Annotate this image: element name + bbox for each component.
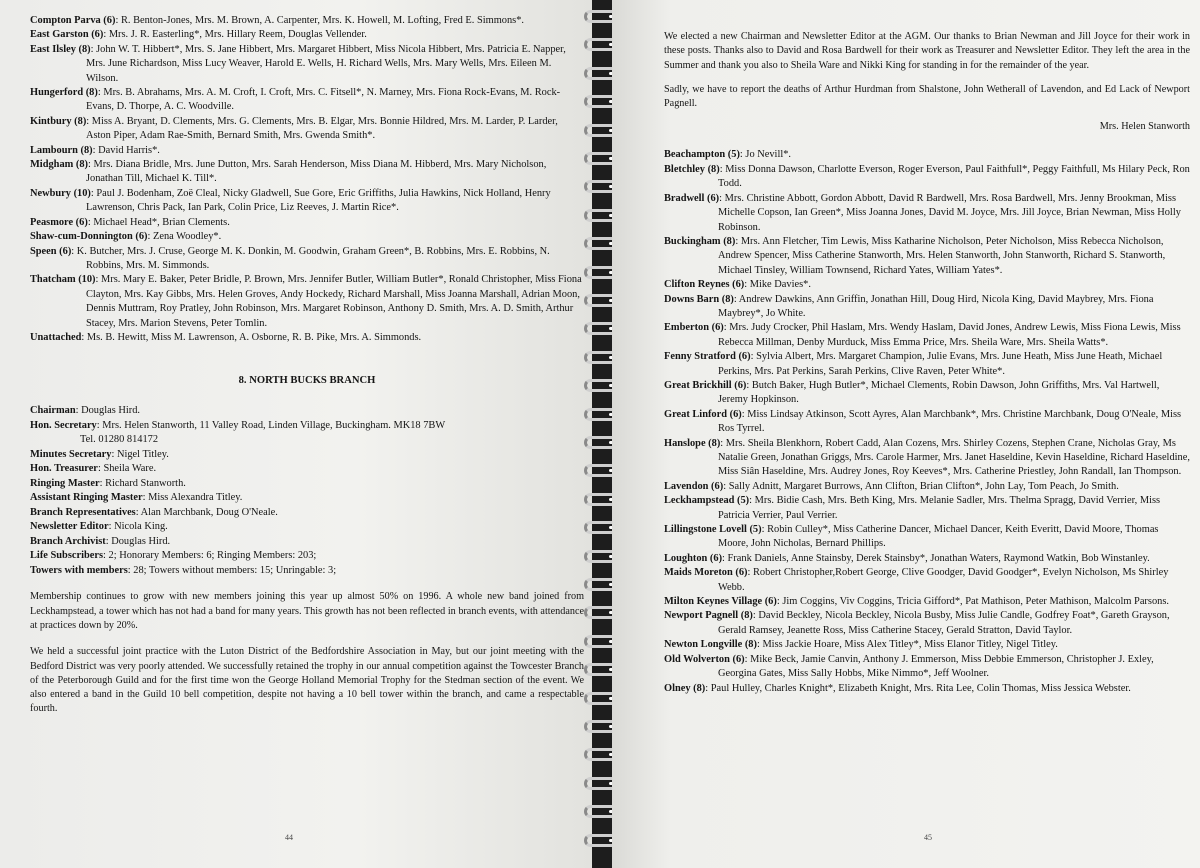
tower-name: Leckhampstead (5) [664,495,750,507]
officer-label: Ringing Master [30,477,100,489]
officer-label: Branch Archivist [30,535,106,547]
right-page [612,0,1200,868]
member-names: Mrs. J. R. Easterling*, Mrs. Hillary Reem, Douglas Vellender. [108,29,367,41]
tower-entry [30,158,584,187]
tower-name: Fenny Stratford (6) [664,351,751,363]
tower-name: Lillingstone Lovell (5) [664,524,762,536]
officer-value: Douglas Hird. [81,405,140,417]
tower-name: Kintbury (8) [30,115,87,127]
member-names: Miss A. Bryant, D. Clements, Mrs. G. Clements, Mrs. B. Elgar, Mrs. Bonnie Hildred, Mrs. M. Larder, P. Larder, Aston Piper, Adam Rae-Smith, Bernard Smith, Mrs. Gwenda Smith*. [86,115,558,142]
member-names: K. Butcher, Mrs. J. Cruse, George M. K. Donkin, M. Goodwin, Graham Green*, B. Robbins, Mrs. E. Robbins, N. Robbins, Mrs. M. Simmonds. [76,245,550,271]
member-names: Robin Culley*, Miss Catherine Dancer, Michael Dancer, Keith Everitt, David Moore, Thomas Moore, John Nicholas, Bernard Phillips. [718,524,1159,550]
tower-name: Old Wolverton (6) [664,653,745,665]
member-names: Paul J. Bodenham, Zoë Cleal, Nicky Gladwell, Sue Gore, Eric Griffiths, Julia Hawkins, Nick Holland, Henry Lawrenson, Chris Pack, Ian Park, Colin Price, Liz Reeves, J. Martin Rice*. [86,187,551,214]
officer-label: Life Subscribers [30,550,104,562]
colon: : [142,492,149,504]
tower-entry [30,14,584,28]
officer-value: Douglas Hird. [111,535,171,547]
page-number-left: 44 [285,833,293,842]
tower-name: Loughton (6) [664,552,723,564]
colon: : [739,149,746,161]
tower-entry [664,638,1190,652]
tower-entry [30,144,584,158]
tower-entry [664,278,1190,292]
section-title: 8. NORTH BUCKS BRANCH [238,375,376,387]
report-paragraph: We held a successful joint practice with the Luton District of the Bedfordshire Association in May, but our joint meeting with the Bedford District was very poorly attended. We successfully retained the trophy in our annual competition against the Towcester Branch of the Peterborough Guild and for the first time won the George Holland Memorial Trophy for the Stedman section of the event. We also entered a band in the Guild 10 bell competition, despite not having a 10 bell tower within the branch, and came a respectable fourth. [30,646,584,715]
tower-entry [30,216,584,230]
tower-entry [664,350,1190,379]
tower-entry [664,566,1190,595]
member-names: Mrs. Mary E. Baker, Peter Bridle, P. Brown, Mrs. Jennifer Butler, William Butler*, Ronald Christopher, Miss Fiona Clayton, Mrs. Kay Gibbs, Mrs. Helen Groves, Andy Hockedy, Richard Marshall, Miss Joanna Marshall, Adrian Moon, Dennis Muttram, Roy Pratley, John Robinson, Mrs. Margaret Robinson, Anthony D. Smith, Mrs. A. D. Smith, Arthur Stacey, Mrs. Marion Stevens, Peter Tomlin. [86,274,582,329]
officer-label: Newsletter Editor [30,521,109,533]
colon: : [744,653,751,665]
tower-name: Midgham (8) [30,159,89,171]
tower-name: Newport Pagnell (8) [664,610,753,622]
officer-value: 28; Towers without members: 15; Unringable: 3; [133,564,337,576]
officer-row [30,419,584,434]
officer-value: Miss Alexandra Titley. [148,492,243,504]
colon: : [97,463,104,475]
tower-entry [664,437,1190,480]
tower-entry [664,552,1190,566]
branch-report [30,590,584,716]
colon: : [720,437,726,449]
officer-label: Chairman [30,405,76,417]
colon: : [96,419,103,431]
officer-label: Hon. Treasurer [30,463,98,475]
tower-entry [664,523,1190,552]
colon: : [88,159,94,171]
officer-row [30,564,584,579]
tower-name: Bradwell (6) [664,192,720,204]
tower-entry [664,494,1190,523]
colon: : [747,567,753,579]
member-names: Miss Lindsay Atkinson, Scott Ayres, Alan Marchbank*, Mrs. Christine Marchbank, Doug O'Neale, Miss Ros Tyrrel. [718,408,1182,435]
tower-entry [664,682,1190,696]
colon: : [86,115,92,127]
colon: : [750,351,757,363]
tower-name: Buckingham (8) [664,235,736,247]
member-names: Frank Daniels, Anne Stainsby, Derek Stainsby*, Jonathan Waters, Raymond Watkin, Bob Winstanley. [727,552,1150,564]
colon: : [719,163,726,175]
tower-name: Great Brickhill (6) [664,379,747,391]
member-names: Sylvia Albert, Mrs. Margaret Champion, Julie Evans, Mrs. June Heath, Miss June Heath, Michael Perkins, Mrs. Pat Perkins, Sarah Perkins, Clive Raven, Peter White*. [718,351,1163,377]
officer-row [30,462,584,477]
officer-row [30,535,584,550]
colon: : [87,216,94,228]
colon: : [103,550,109,562]
colon: : [90,43,97,55]
member-names: Mrs. Ann Fletcher, Tim Lewis, Miss Katharine Nicholson, Peter Nicholson, Miss Rebecca Nicholson, Andrew Spencer, Miss Catherine Stanworth, Mrs. Helen Stanworth, John Stanworth, Richard S. Stanworth, Michael Tinsley, William Townsend, Richard Yates, William Yates*. [718,235,1166,276]
tower-entry [30,28,584,42]
tower-entry [664,595,1190,609]
colon: : [147,231,153,243]
tower-entry [664,379,1190,408]
officer-value: Nicola King. [114,521,168,533]
tower-entry [664,408,1190,437]
colon: : [90,187,97,199]
tower-entry [30,86,584,115]
officer-row [30,433,584,448]
colon: : [99,477,106,489]
member-names: Mrs. Diana Bridle, Mrs. June Dutton, Mrs. Sarah Henderson, Miss Diana M. Hibberd, Mrs. Mary Nicholson, Jonathan Till, Michael K. Till*. [86,159,547,185]
member-names: John W. T. Hibbert*, Mrs. S. Jane Hibbert, Mrs. Margaret Hibbert, Miss Nicola Hibbert, Mrs. Patricia E. Napper, Mrs. June Richardson, Miss Lucy Weaver, Harold E. Wells, H. Richard Wells, Mrs. Mary Wells, Mrs. Eileen M. Wilson. [86,43,566,84]
officer-label: Minutes Secretary [30,448,112,460]
officer-row [30,491,584,506]
member-names: Mrs. Christine Abbott, Gordon Abbott, David R Bardwell, Mrs. Rosa Bardwell, Mrs. Jenny Brookman, Miss Michelle Copson, Ian Green*, Miss Joanna Jones, David M. Joyce, Mrs. Jill Joyce, Brian Newman, Miss Holly Robinson. [718,192,1181,233]
officer-label: Branch Representatives [30,506,136,518]
north-bucks-tower-list [664,148,1190,695]
branch-officers [30,404,584,578]
tower-name: Bletchley (8) [664,163,720,175]
colon: : [761,524,768,536]
report-continued [664,30,1190,111]
tower-entry [664,653,1190,682]
colon: : [95,274,102,286]
tower-entry [30,273,584,331]
colon: : [705,682,711,694]
officer-label: Hon. Secretary [30,419,97,431]
tower-name: Olney (8) [664,682,706,694]
colon: : [719,192,725,204]
tower-entry [30,187,584,216]
officer-value: Nigel Titley. [116,448,169,460]
member-names: Jo Nevill*. [745,149,792,161]
tower-name: Thatcham (10) [30,274,96,286]
tower-name: Peasmore (6) [30,216,88,228]
page-number-right: 45 [924,833,932,842]
colon: : [746,379,752,391]
report-paragraph: Sadly, we have to report the deaths of Arthur Hurdman from Shalstone, John Wetherall of Lavendon, and Ed Lack of Newport Pagnell. [664,83,1190,110]
officer-label: Assistant Ringing Master [30,492,143,504]
colon: : [744,279,750,291]
colon: : [735,235,741,247]
tower-entry [30,245,584,274]
colon: : [776,596,783,608]
tower-entry [664,148,1190,162]
officer-value: 2; Honorary Members: 6; Ringing Members: 203; [108,550,317,562]
member-names: Mrs. Bidie Cash, Mrs. Beth King, Mrs. Melanie Sadler, Mrs. Thelma Spragg, David Verrier, Miss Patricia Verrier, Paul Verrier. [718,495,1161,521]
tower-entry [664,192,1190,235]
tower-name: Downs Barn (8) [664,293,734,305]
tower-name: Unattached [30,331,82,343]
member-names: R. Benton-Jones, Mrs. M. Brown, A. Carpenter, Mrs. K. Howell, M. Lofting, Fred E. Simmons*. [120,15,525,26]
officer-row [30,404,584,419]
member-names: Mrs. Judy Crocker, Phil Haslam, Mrs. Wendy Haslam, David Jones, Andrew Lewis, Miss Fiona Lewis, Miss Rebecca Millman, Denby Murduck, Miss Emma Price, Mrs. Sheila Ware, Mrs. Sheila Watts*. [718,322,1181,348]
tower-name: Milton Keynes Village (6) [664,596,777,608]
officer-value: Tel. 01280 814172 [80,434,159,446]
colon: : [722,552,728,564]
colon: : [723,480,729,492]
member-names: Sally Adnitt, Margaret Burrows, Ann Clifton, Brian Clifton*, John Lay, Tom Peach, Jo Smith. [728,480,1119,492]
tower-entry [30,115,584,144]
tower-entry [664,293,1190,322]
colon: : [752,610,759,622]
colon: : [115,15,121,26]
colon: : [741,408,748,420]
tower-name: Newton Longville (8) [664,639,757,651]
member-names: David Harris*. [98,144,160,156]
colon: : [81,331,87,343]
tower-entry [664,480,1190,494]
colon: : [111,448,117,460]
tower-name: Maids Moreton (6) [664,567,748,579]
tower-name: Hungerford (8) [30,87,98,99]
officer-row [30,448,584,463]
tower-name: Lavendon (6) [664,480,724,492]
berkshire-tower-list [30,14,584,345]
tower-entry [30,43,584,86]
member-names: Miss Donna Dawson, Charlotte Everson, Roger Everson, Paul Faithfull*, Peggy Faithfull, Ms Hilary Peck, Ron Todd. [718,163,1190,190]
colon: : [103,29,109,41]
colon: : [92,144,99,156]
tower-name: Shaw-cum-Donnington (6) [30,231,148,243]
tower-entry [664,235,1190,278]
member-names: David Beckley, Nicola Beckley, Nicola Busby, Miss Julie Candle, Godfrey Foat*, Gareth Grayson, Gerald Ramsey, Jeanette Ross, Miss Catherine Stacey, Gerald Stratton, David Taylor. [718,610,1170,636]
member-names: Mrs. B. Abrahams, Mrs. A. M. Croft, I. Croft, Mrs. C. Fitsell*, N. Marney, Mrs. Fiona Rock-Evans, M. Rock-Evans, D. Thorpe, A. C. Woodville. [86,87,561,113]
member-names: Michael Head*, Brian Clements. [93,216,230,228]
colon: : [723,322,730,334]
tower-name: Clifton Reynes (6) [664,279,745,291]
tower-entry [664,163,1190,192]
report-paragraph: We elected a new Chairman and Newsletter Editor at the AGM. Our thanks to Brian Newman and Jill Joyce for their work in these posts. Thanks also to David and Rosa Bardwell for their work as Treasurer and Newsletter Editor. They left the area in the Summer and thank you also to Sheila Ware and Nikki King for standing in for the remainder of the year. [664,31,1190,71]
member-names: Ms. B. Hewitt, Miss M. Lawrenson, A. Osborne, R. B. Pike, Mrs. A. Simmonds. [86,331,422,343]
tower-name: Speen (6) [30,245,72,257]
tower-name: Great Linford (6) [664,408,742,420]
colon: : [71,245,77,257]
member-names: Jim Coggins, Viv Coggins, Tricia Gifford*, Pat Mathison, Peter Mathison, Malcolm Parsons. [782,596,1169,608]
colon: : [749,495,755,507]
officer-value: Mrs. Helen Stanworth, 11 Valley Road, Linden Village, Buckingham. MK18 7BW [102,419,446,431]
report-signature: Mrs. Helen Stanworth [1099,121,1190,133]
colon: : [105,535,112,547]
colon: : [135,506,141,518]
tower-entry [30,230,584,244]
member-names: Robert Christopher,Robert George, Clive Goodger, David Goodger*, Evelyn Nicholson, Ms Shirley Webb. [718,567,1169,593]
officer-value: Richard Stanworth. [105,477,186,489]
officer-value: Sheila Ware. [103,463,157,475]
tower-entry [664,321,1190,350]
officer-row [30,506,584,521]
officer-value: Alan Marchbank, Doug O'Neale. [140,506,278,518]
tower-entry [664,609,1190,638]
report-paragraph: Membership continues to grow with new members joining this year up almost 50% on 1996. A whole new band joined from Leckhampstead, a tower which has not had a band for many years. This growth has not been reflected in branch events, with attendance at practices down by 20%. [30,591,584,631]
colon: : [97,87,104,99]
member-names: Miss Jackie Hoare, Miss Alex Titley*, Miss Elanor Titley, Nigel Titley. [762,639,1058,651]
tower-name: Beachampton (5) [664,149,740,161]
member-names: Andrew Dawkins, Ann Griffin, Jonathan Hill, Doug Hird, Nicola King, David Maybrey, Mrs. Fiona Maybrey*, Jo White. [718,293,1154,319]
member-names: Zena Woodley*. [153,231,222,243]
member-names: Mrs. Sheila Blenkhorn, Robert Cadd, Alan Cozens, Mrs. Shirley Cozens, Stephen Crane, Nicholas Gray, Ms Natalie Green, Jonathan Griggs, Mrs. Carole Harmer, Mrs. Janet Haseldine, Kevin Haseldine, Richard Haseldine, Miss Siân Haseldine, Mrs. Audrey Jones, Roy Keeves*, Mrs. Catherine Priestley, John Randall, Ian Thompson. [718,437,1190,478]
member-names: Paul Hulley, Charles Knight*, Elizabeth Knight, Mrs. Rita Lee, Colin Thomas, Miss Jessica Webster. [710,682,1131,694]
colon: : [108,521,115,533]
officer-row [30,549,584,564]
officer-label: Towers with members [30,564,128,576]
colon: : [127,564,134,576]
tower-name: Emberton (6) [664,322,724,334]
tower-name: Compton Parva (6) [30,15,116,26]
tower-name: East Garston (6) [30,29,104,41]
colon: : [733,293,739,305]
tower-name: Lambourn (8) [30,144,93,156]
tower-entry [30,331,584,345]
tower-name: East Ilsley (8) [30,43,91,55]
colon: : [756,639,763,651]
member-names: Mike Beck, Jamie Canvin, Anthony J. Emmerson, Miss Debbie Emmerson, Christopher J. Exley, Georgina Gates, Miss Sally Hobbs, Mike Nimmo*, Jeff Woolner. [718,653,1154,680]
member-names: Mike Davies*. [749,279,811,291]
left-page [0,0,594,868]
member-names: Butch Baker, Hugh Butler*, Michael Clements, Robin Dawson, John Griffiths, Mrs. Val Hartwell, Jeremy Hopkinson. [718,379,1160,406]
tower-name: Newbury (10) [30,187,91,199]
officer-row [30,477,584,492]
officer-row [30,520,584,535]
tower-name: Hanslope (8) [664,437,721,449]
colon: : [75,405,82,417]
